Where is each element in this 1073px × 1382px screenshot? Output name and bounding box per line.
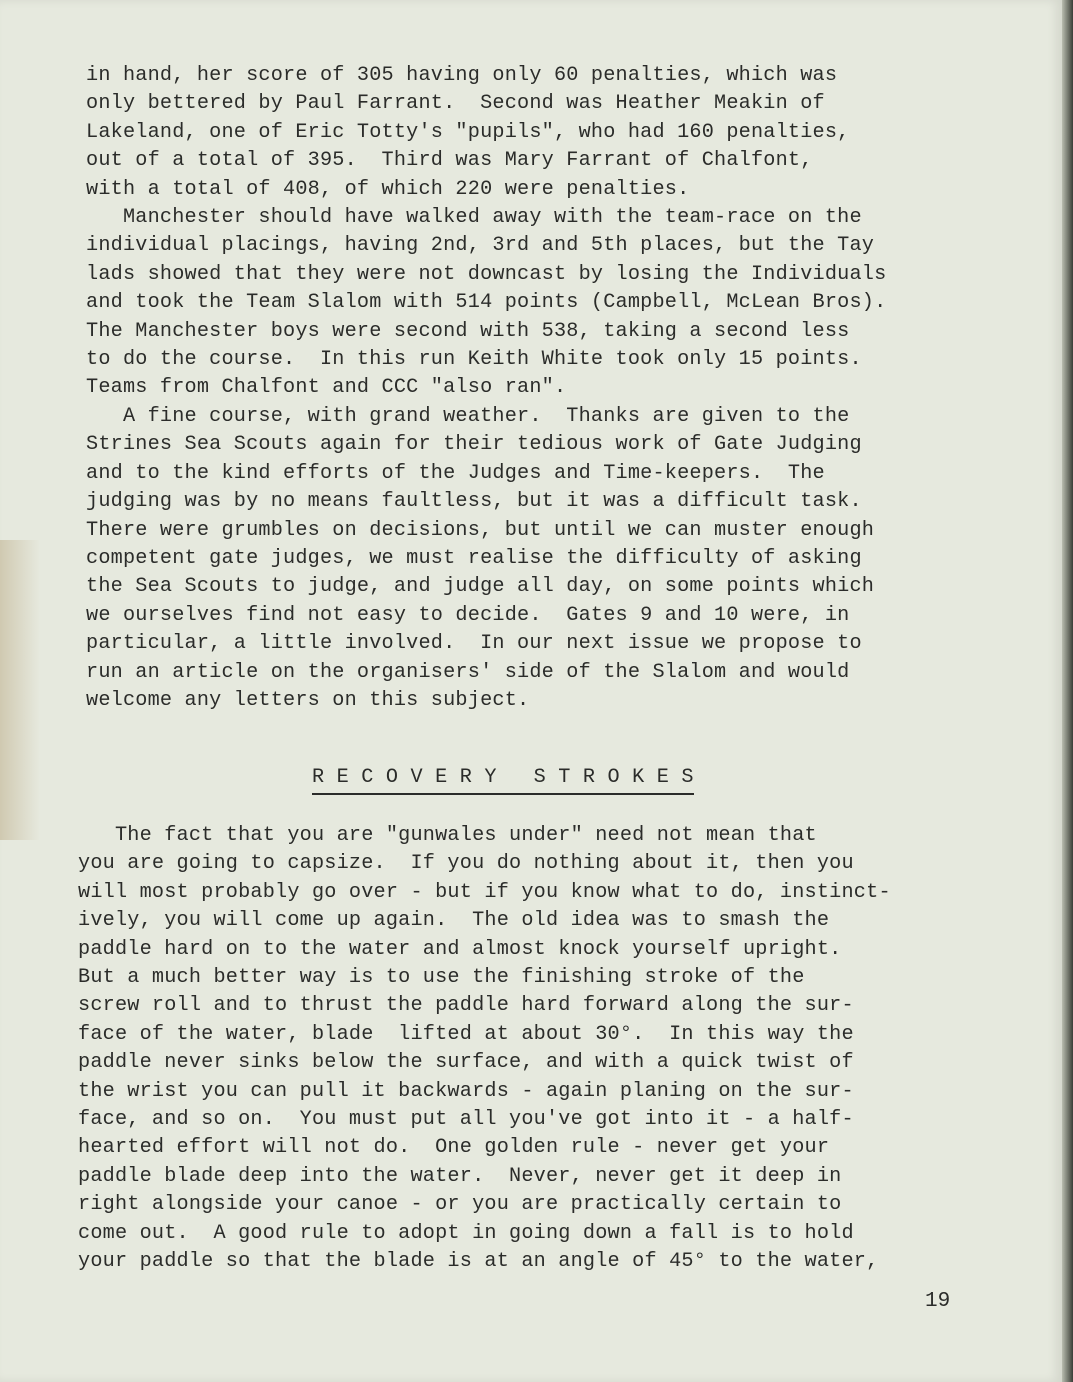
text-line: The fact that you are "gunwales under" need not mean that: [78, 824, 817, 847]
text-line: only bettered by Paul Farrant. Second was Heather Meakin of: [86, 92, 825, 116]
text-line: paddle hard on to the water and almost knock yourself upright.: [78, 937, 842, 961]
text-line: come out. A good rule to adopt in going down a fall is to hold: [78, 1221, 854, 1245]
text-line: out of a total of 395. Third was Mary Farrant of Chalfont,: [86, 149, 813, 173]
text-line: will most probably go over - but if you know what to do, instinct-: [78, 880, 891, 904]
text-line: face of the water, blade lifted at about 30°. In this way the: [78, 1022, 854, 1046]
text-line: Teams from Chalfont and CCC "also ran".: [86, 376, 567, 400]
text-line: There were grumbles on decisions, but until we can muster enough: [86, 518, 875, 542]
text-line: and took the Team Slalom with 514 points (Campbell, McLean Bros).: [86, 291, 887, 315]
page-edge: [1062, 0, 1073, 1382]
text-line: Manchester should have walked away with the team-race on the: [86, 206, 862, 230]
text-line: lads showed that they were not downcast by losing the Individuals: [86, 262, 887, 286]
text-line: The Manchester boys were second with 538, taking a second less: [86, 319, 850, 343]
text-line: face, and so on. You must put all you've got into it - a half-: [78, 1108, 854, 1132]
text-line: screw roll and to thrust the paddle hard forward along the sur-: [78, 994, 854, 1018]
text-line: welcome any letters on this subject.: [86, 688, 530, 712]
page-number: 19: [925, 1290, 951, 1313]
text-line: and to the kind efforts of the Judges and Time-keepers. The: [86, 461, 825, 485]
text-line: your paddle so that the blade is at an angle of 45° to the water,: [78, 1250, 879, 1274]
text-line: hearted effort will not do. One golden rule - never get your: [78, 1136, 830, 1160]
text-line: the wrist you can pull it backwards - again planing on the sur-: [78, 1079, 854, 1103]
text-line: ively, you will come up again. The old idea was to smash the: [78, 909, 830, 933]
text-line: you are going to capsize. If you do nothing about it, then you: [78, 852, 854, 876]
text-line: run an article on the organisers' side of the Slalom and would: [86, 660, 850, 684]
text-line: particular, a little involved. In our next issue we propose to: [86, 632, 862, 656]
text-line: right alongside your canoe - or you are practically certain to: [78, 1193, 842, 1217]
article-text-bottom: [78, 822, 1018, 1277]
text-line: with a total of 408, of which 220 were penalties.: [86, 177, 690, 201]
article-text-top: [86, 62, 1016, 715]
text-line: But a much better way is to use the finishing stroke of the: [78, 966, 805, 990]
text-line: A fine course, with grand weather. Thanks are given to the: [86, 404, 850, 428]
text-line: paddle blade deep into the water. Never, never get it deep in: [78, 1164, 842, 1188]
text-line: paddle never sinks below the surface, and with a quick twist of: [78, 1051, 854, 1075]
text-line: competent gate judges, we must realise the difficulty of asking: [86, 546, 862, 570]
section-heading: R E C O V E R Y S T R O K E S: [312, 766, 694, 795]
text-line: judging was by no means faultless, but it was a difficult task.: [86, 490, 862, 514]
text-line: in hand, her score of 305 having only 60 penalties, which was: [86, 64, 838, 87]
text-line: Strines Sea Scouts again for their tedious work of Gate Judging: [86, 433, 862, 457]
text-line: we ourselves find not easy to decide. Gates 9 and 10 were, in: [86, 603, 850, 627]
text-line: Lakeland, one of Eric Totty's "pupils", who had 160 penalties,: [86, 120, 850, 144]
paper-stain: [0, 540, 40, 840]
text-line: individual placings, having 2nd, 3rd and 5th places, but the Tay: [86, 234, 875, 258]
text-line: the Sea Scouts to judge, and judge all day, on some points which: [86, 575, 875, 599]
text-line: to do the course. In this run Keith White took only 15 points.: [86, 348, 862, 372]
